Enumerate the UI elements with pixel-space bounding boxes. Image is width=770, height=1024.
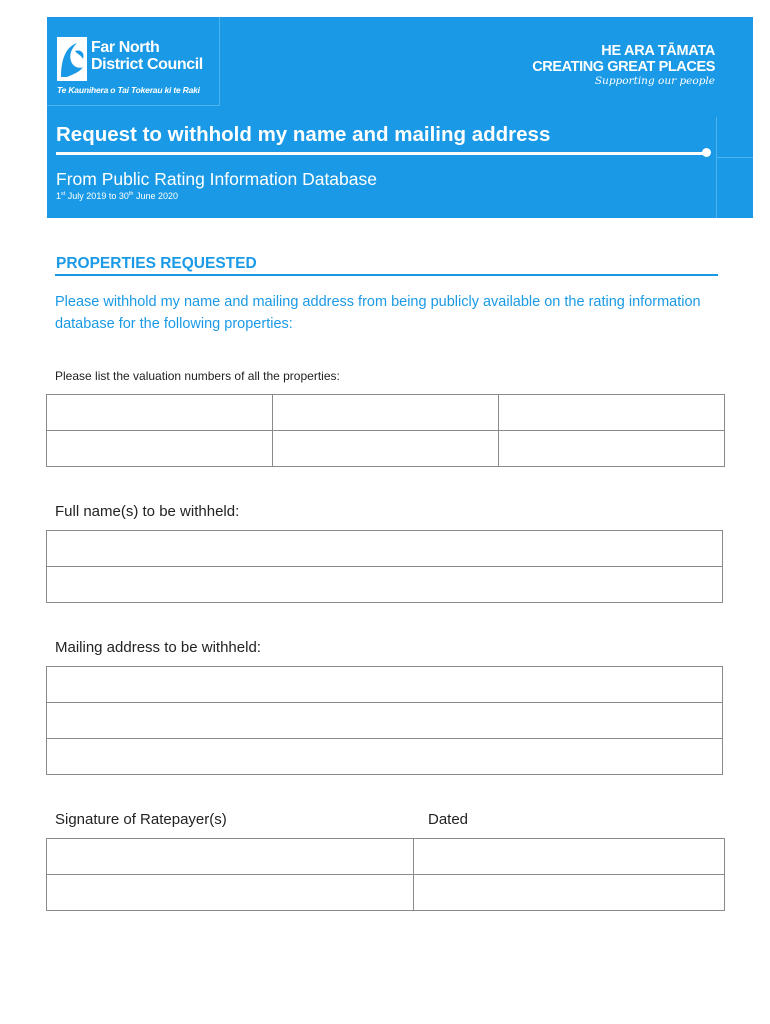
valuation-numbers-label: Please list the valuation numbers of all the properties: (55, 369, 340, 383)
table-row (47, 875, 725, 911)
table-row (47, 431, 725, 467)
mailing-address-field[interactable] (47, 739, 723, 775)
valuation-number-cell[interactable] (47, 395, 273, 431)
slogan-line2: CREATING GREAT PLACES (532, 59, 715, 75)
full-name-field[interactable] (47, 567, 723, 603)
title-underline (56, 152, 706, 155)
logo-name-line2: District Council (91, 56, 203, 73)
header-banner (47, 17, 753, 218)
table-row (47, 531, 723, 567)
valuation-number-cell[interactable] (47, 431, 273, 467)
valuation-number-cell[interactable] (499, 431, 725, 467)
slogan (532, 43, 715, 88)
title-underline-dot (702, 148, 711, 157)
valuation-number-cell[interactable] (273, 395, 499, 431)
mailing-address-field[interactable] (47, 703, 723, 739)
signature-field[interactable] (47, 875, 414, 911)
page-subtitle: From Public Rating Information Database (56, 169, 377, 189)
full-name-label: Full name(s) to be withheld: (55, 503, 240, 520)
table-row (47, 567, 723, 603)
table-row (47, 839, 725, 875)
mailing-address-field[interactable] (47, 667, 723, 703)
date-field[interactable] (414, 839, 725, 875)
table-row (47, 395, 725, 431)
slogan-line1: HE ARA TĀMATA (601, 43, 715, 59)
signature-field[interactable] (47, 839, 414, 875)
table-row (47, 667, 723, 703)
mailing-address-label: Mailing address to be withheld: (55, 639, 261, 656)
date-field[interactable] (414, 875, 725, 911)
rating-period (56, 191, 178, 201)
logo-tagline: Te Kaunihera o Tai Tokerau ki te Raki (57, 85, 200, 95)
section-heading: PROPERTIES REQUESTED (56, 255, 257, 272)
council-logo (47, 17, 220, 106)
period-sup2: th (128, 191, 134, 197)
valuation-numbers-table (46, 394, 725, 467)
logo-name-line1: Far North (91, 39, 160, 56)
mailing-address-table (46, 666, 723, 775)
slogan-line3: Supporting our people (594, 75, 715, 87)
period-day1: 1 (56, 191, 62, 201)
signature-table (46, 838, 725, 911)
page-title: Request to withhold my name and mailing address (56, 123, 551, 146)
table-row (47, 703, 723, 739)
period-end: June 2020 (133, 191, 178, 201)
period-sup1: st (61, 191, 66, 197)
council-logo-icon (57, 37, 87, 81)
banner-side-strip (716, 117, 753, 218)
signature-label: Signature of Ratepayer(s) (55, 811, 227, 828)
period-mid: July 2019 to 30 (65, 191, 129, 201)
intro-text: Please withhold my name and mailing address from being publicly available on the rating information database for the following properties: (55, 294, 701, 332)
dated-label: Dated (428, 811, 469, 828)
full-name-field[interactable] (47, 531, 723, 567)
table-row (47, 739, 723, 775)
section-divider (55, 274, 718, 276)
valuation-number-cell[interactable] (499, 395, 725, 431)
valuation-number-cell[interactable] (273, 431, 499, 467)
logo-name (91, 39, 203, 73)
full-name-table (46, 530, 723, 603)
